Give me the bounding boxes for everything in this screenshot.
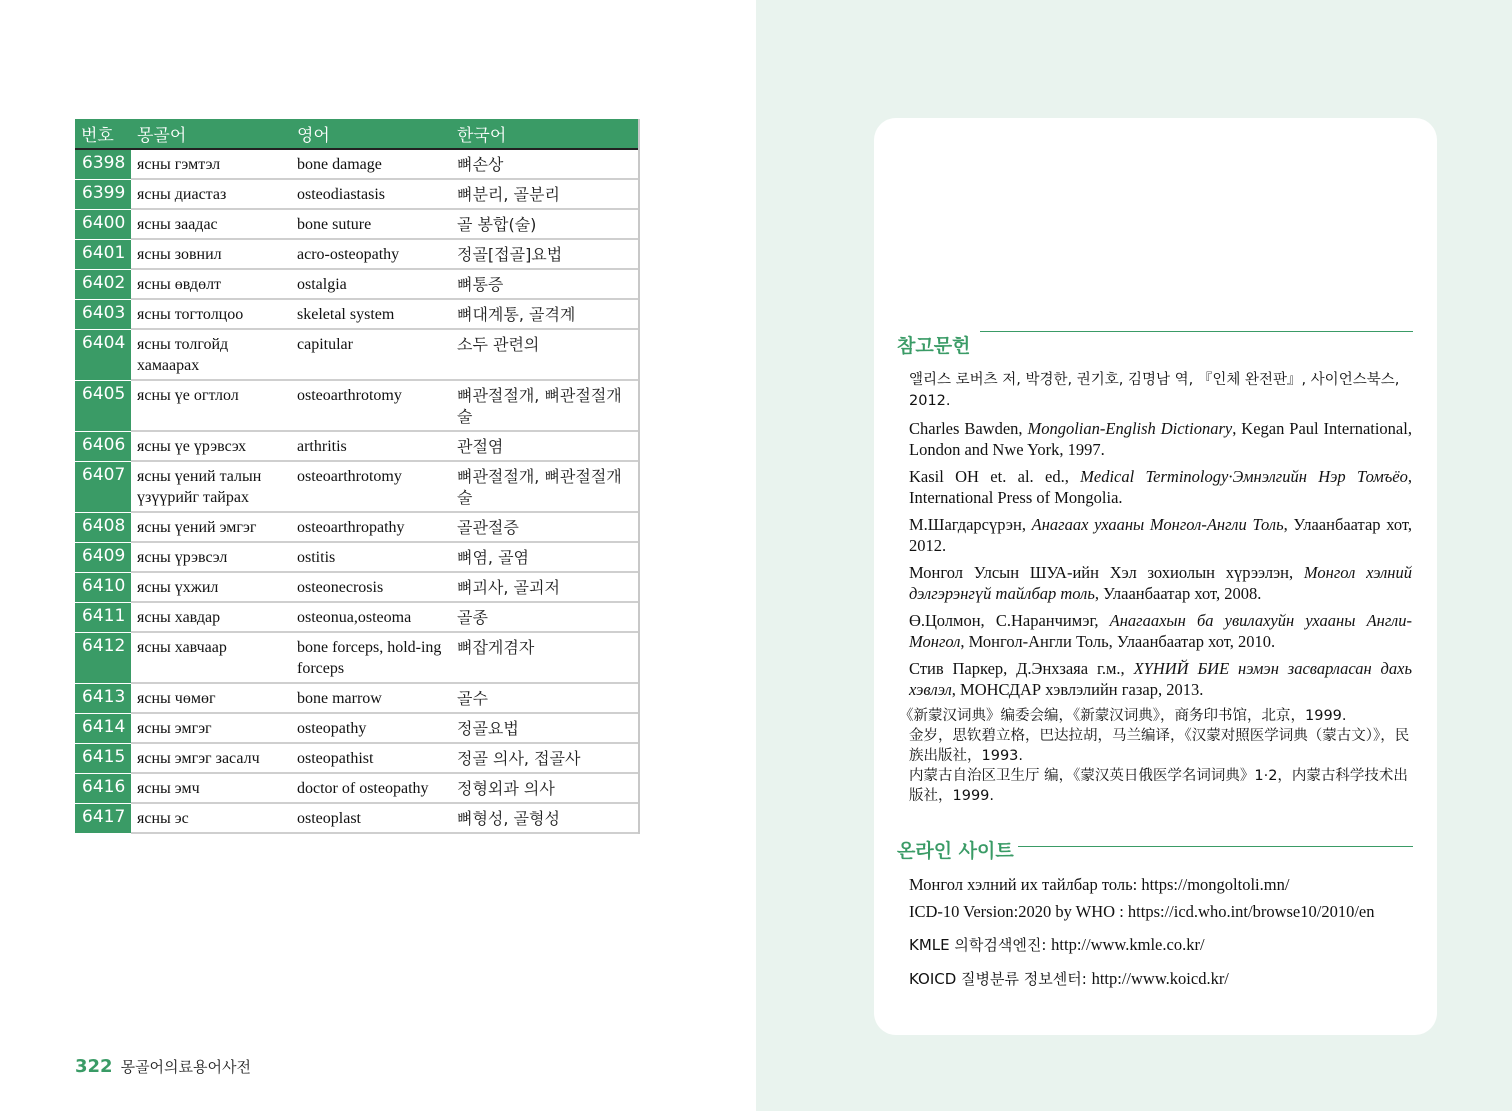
korean-term: 뼈대계통, 골격계 <box>457 305 576 324</box>
row-number: 6403 <box>75 300 131 330</box>
mongolian-term: ясны эмгэг <box>137 720 212 737</box>
english-term: bone forceps, hold-ing forceps <box>297 639 442 677</box>
english-term: capitular <box>297 336 353 353</box>
mongolian-term: ясны эс <box>137 810 189 827</box>
row-number: 6415 <box>75 744 131 774</box>
table-row <box>75 513 638 543</box>
terminology-table <box>75 119 640 834</box>
english-term: osteonua,osteoma <box>297 609 412 626</box>
table-row <box>75 210 638 240</box>
table-row <box>75 270 638 300</box>
mongolian-term: ясны гэмтэл <box>137 156 221 173</box>
reference-item: Kasil OH et. al. ed., Medical Terminology·Эмнэлгийн Нэр Томъёо, International Press of Mongolia. <box>909 467 1412 507</box>
mongolian-term: ясны өвдөлт <box>137 276 222 293</box>
english-term: osteoplast <box>297 810 361 827</box>
reference-item: 앨리스 로버츠 저, 박경한, 권기호, 김명남 역, 『인체 완전판』, 사이언스북스, 2012. <box>909 372 1400 409</box>
row-number: 6417 <box>75 804 131 834</box>
online-sites-title: 온라인 사이트 <box>897 840 1014 862</box>
table-row <box>75 543 638 573</box>
table-row <box>75 804 638 834</box>
english-term: osteoarthrotomy <box>297 468 402 485</box>
table-row <box>75 603 638 633</box>
row-number: 6408 <box>75 513 131 543</box>
korean-term: 뼈분리, 골분리 <box>457 185 560 204</box>
korean-term: 뼈관절절개, 뼈관절절개술 <box>457 467 622 507</box>
header-mongolian: 몽골어 <box>137 126 187 146</box>
korean-term: 정골 의사, 접골사 <box>457 749 581 768</box>
korean-term: 관절염 <box>457 437 504 456</box>
header-english: 영어 <box>297 126 330 146</box>
korean-term: 골관절증 <box>457 518 519 537</box>
table-row <box>75 240 638 270</box>
reference-item: Ө.Цолмон, С.Наранчимэг, Анагаахын ба увилахуйн ухааны Англи-Монгол, Монгол-Англи Толь, Улаанбаатар хот, 2010. <box>909 611 1412 651</box>
table-row <box>75 633 638 684</box>
korean-term: 뼈염, 골염 <box>457 548 529 567</box>
korean-term: 정골[접골]요법 <box>457 245 563 264</box>
mongolian-term: ясны үе огтлол <box>137 387 239 404</box>
korean-term: 소두 관련의 <box>457 335 540 354</box>
row-number: 6400 <box>75 210 131 240</box>
table-row <box>75 462 638 513</box>
reference-item: М.Шагдарсүрэн, Анагаах ухааны Монгол-Англи Толь, Улаанбаатар хот, 2012. <box>909 515 1412 555</box>
table-row <box>75 684 638 714</box>
table-row <box>75 774 638 804</box>
header-korean: 한국어 <box>457 126 507 146</box>
mongolian-term: ясны диастаз <box>137 186 227 203</box>
reference-item: Монгол Улсын ШУА-ийн Хэл зохиолын хүрээлэн, Монгол хэлний дэлгэрэнгүй тайлбар толь, Улаанбаатар хот, 2008. <box>909 563 1412 603</box>
mongolian-term: ясны зовнил <box>137 246 222 263</box>
english-term: acro-osteopathy <box>297 246 400 263</box>
korean-term: 골종 <box>457 608 488 627</box>
table-row <box>75 180 638 210</box>
table-row <box>75 381 638 432</box>
korean-term: 골 봉합(술) <box>457 215 537 234</box>
references-list <box>899 370 1412 806</box>
mongolian-term: ясны чөмөг <box>137 690 216 707</box>
row-number: 6407 <box>75 462 131 513</box>
english-term: arthritis <box>297 438 347 455</box>
koicd-link[interactable]: http://www.koicd.kr/ <box>1091 969 1229 988</box>
reference-item: 内蒙古自治区卫生厅 编，《蒙汉英日俄医学名词词典》1·2，内蒙古科学技术出版社，1999. <box>909 768 1408 804</box>
row-number: 6399 <box>75 180 131 210</box>
online-sites-divider <box>1018 846 1413 847</box>
korean-term: 뼈관절절개, 뼈관절절개술 <box>457 386 622 426</box>
mongolian-term: ясны эмгэг засалч <box>137 750 260 767</box>
english-term: osteoarthropathy <box>297 519 405 536</box>
mongolian-term: ясны толгойд хамаарах <box>137 336 229 374</box>
site-mongoltoli: Монгол хэлний их тайлбар толь: https://mongoltoli.mn/ <box>909 875 1290 894</box>
row-number: 6404 <box>75 330 131 381</box>
reference-item: 《新蒙汉词典》编委会编，《新蒙汉词典》，商务印书馆，北京，1999. <box>899 708 1347 724</box>
reference-item: Charles Bawden, Mongolian-English Dictionary, Kegan Paul International, London and Nwe York, 1997. <box>909 419 1412 459</box>
table-body <box>75 150 638 834</box>
mongolian-term: ясны эмч <box>137 780 200 797</box>
references-divider <box>980 331 1413 332</box>
korean-term: 정형외과 의사 <box>457 779 555 798</box>
reference-item: Стив Паркер, Д.Энхзаяа г.м., ХҮНИЙ БИЕ нэмэн засварласан дахь хэвлэл, МОНСДАР хэвлэлийн газар, 2013. <box>909 659 1412 699</box>
row-number: 6401 <box>75 240 131 270</box>
online-sites-list <box>909 874 1414 996</box>
english-term: ostalgia <box>297 276 347 293</box>
english-term: osteoarthrotomy <box>297 387 402 404</box>
reference-item: 金岁，思钦碧立格，巴达拉胡，马兰编译，《汉蒙对照医学词典（蒙古文）》，民族出版社，1993. <box>909 728 1410 764</box>
table-row <box>75 300 638 330</box>
mongolian-term: ясны үений эмгэг <box>137 519 257 536</box>
mongolian-term: ясны үений талын үзүүрийг тайрах <box>137 468 262 506</box>
korean-term: 뼈손상 <box>457 155 504 174</box>
korean-term: 정골요법 <box>457 719 519 738</box>
mongolian-term: ясны үхжил <box>137 579 219 596</box>
english-term: doctor of osteopathy <box>297 780 429 797</box>
english-term: ostitis <box>297 549 336 566</box>
mongolian-term: ясны тогтолцоо <box>137 306 244 323</box>
mongolian-term: ясны үрэвсэл <box>137 549 228 566</box>
references-title: 참고문헌 <box>897 335 971 357</box>
korean-term: 뼈통증 <box>457 275 504 294</box>
header-number: 번호 <box>81 126 114 146</box>
row-number: 6402 <box>75 270 131 300</box>
mongolian-term: ясны хавчаар <box>137 639 227 656</box>
table-row <box>75 744 638 774</box>
table-row <box>75 150 638 180</box>
site-kmle: KMLE 의학검색엔진: http://www.kmle.co.kr/ <box>909 935 1205 954</box>
site-icd10: ICD-10 Version:2020 by WHO : https://icd.who.int/browse10/2010/en <box>909 902 1375 921</box>
table-row <box>75 714 638 744</box>
korean-term: 뼈잡게겸자 <box>457 638 535 657</box>
mongolian-term: ясны үе үрэвсэх <box>137 438 247 455</box>
page-number: 322 <box>75 1056 113 1077</box>
mongolian-term: ясны заадас <box>137 216 218 233</box>
row-number: 6398 <box>75 150 131 180</box>
english-term: osteonecrosis <box>297 579 384 596</box>
mongolian-term: ясны хавдар <box>137 609 221 626</box>
row-number: 6409 <box>75 543 131 573</box>
english-term: bone marrow <box>297 690 382 707</box>
row-number: 6414 <box>75 714 131 744</box>
korean-term: 뼈괴사, 골괴저 <box>457 578 560 597</box>
english-term: bone suture <box>297 216 372 233</box>
english-term: osteopathist <box>297 750 374 767</box>
row-number: 6406 <box>75 432 131 462</box>
site-koicd: KOICD 질병분류 정보센터: http://www.koicd.kr/ <box>909 969 1229 988</box>
korean-term: 골수 <box>457 689 488 708</box>
english-term: skeletal system <box>297 306 395 323</box>
english-term: bone damage <box>297 156 382 173</box>
english-term: osteopathy <box>297 720 367 737</box>
row-number: 6412 <box>75 633 131 684</box>
kmle-link[interactable]: http://www.kmle.co.kr/ <box>1051 935 1205 954</box>
row-number: 6411 <box>75 603 131 633</box>
table-row <box>75 432 638 462</box>
table-row <box>75 573 638 603</box>
row-number: 6410 <box>75 573 131 603</box>
english-term: osteodiastasis <box>297 186 385 203</box>
table-row <box>75 330 638 381</box>
page-footer <box>75 1056 251 1077</box>
korean-term: 뼈형성, 골형성 <box>457 809 560 828</box>
row-number: 6416 <box>75 774 131 804</box>
table-header <box>75 119 638 150</box>
row-number: 6405 <box>75 381 131 432</box>
chinese-references <box>899 706 1412 806</box>
book-title: 몽골어의료용어사전 <box>120 1058 251 1076</box>
row-number: 6413 <box>75 684 131 714</box>
